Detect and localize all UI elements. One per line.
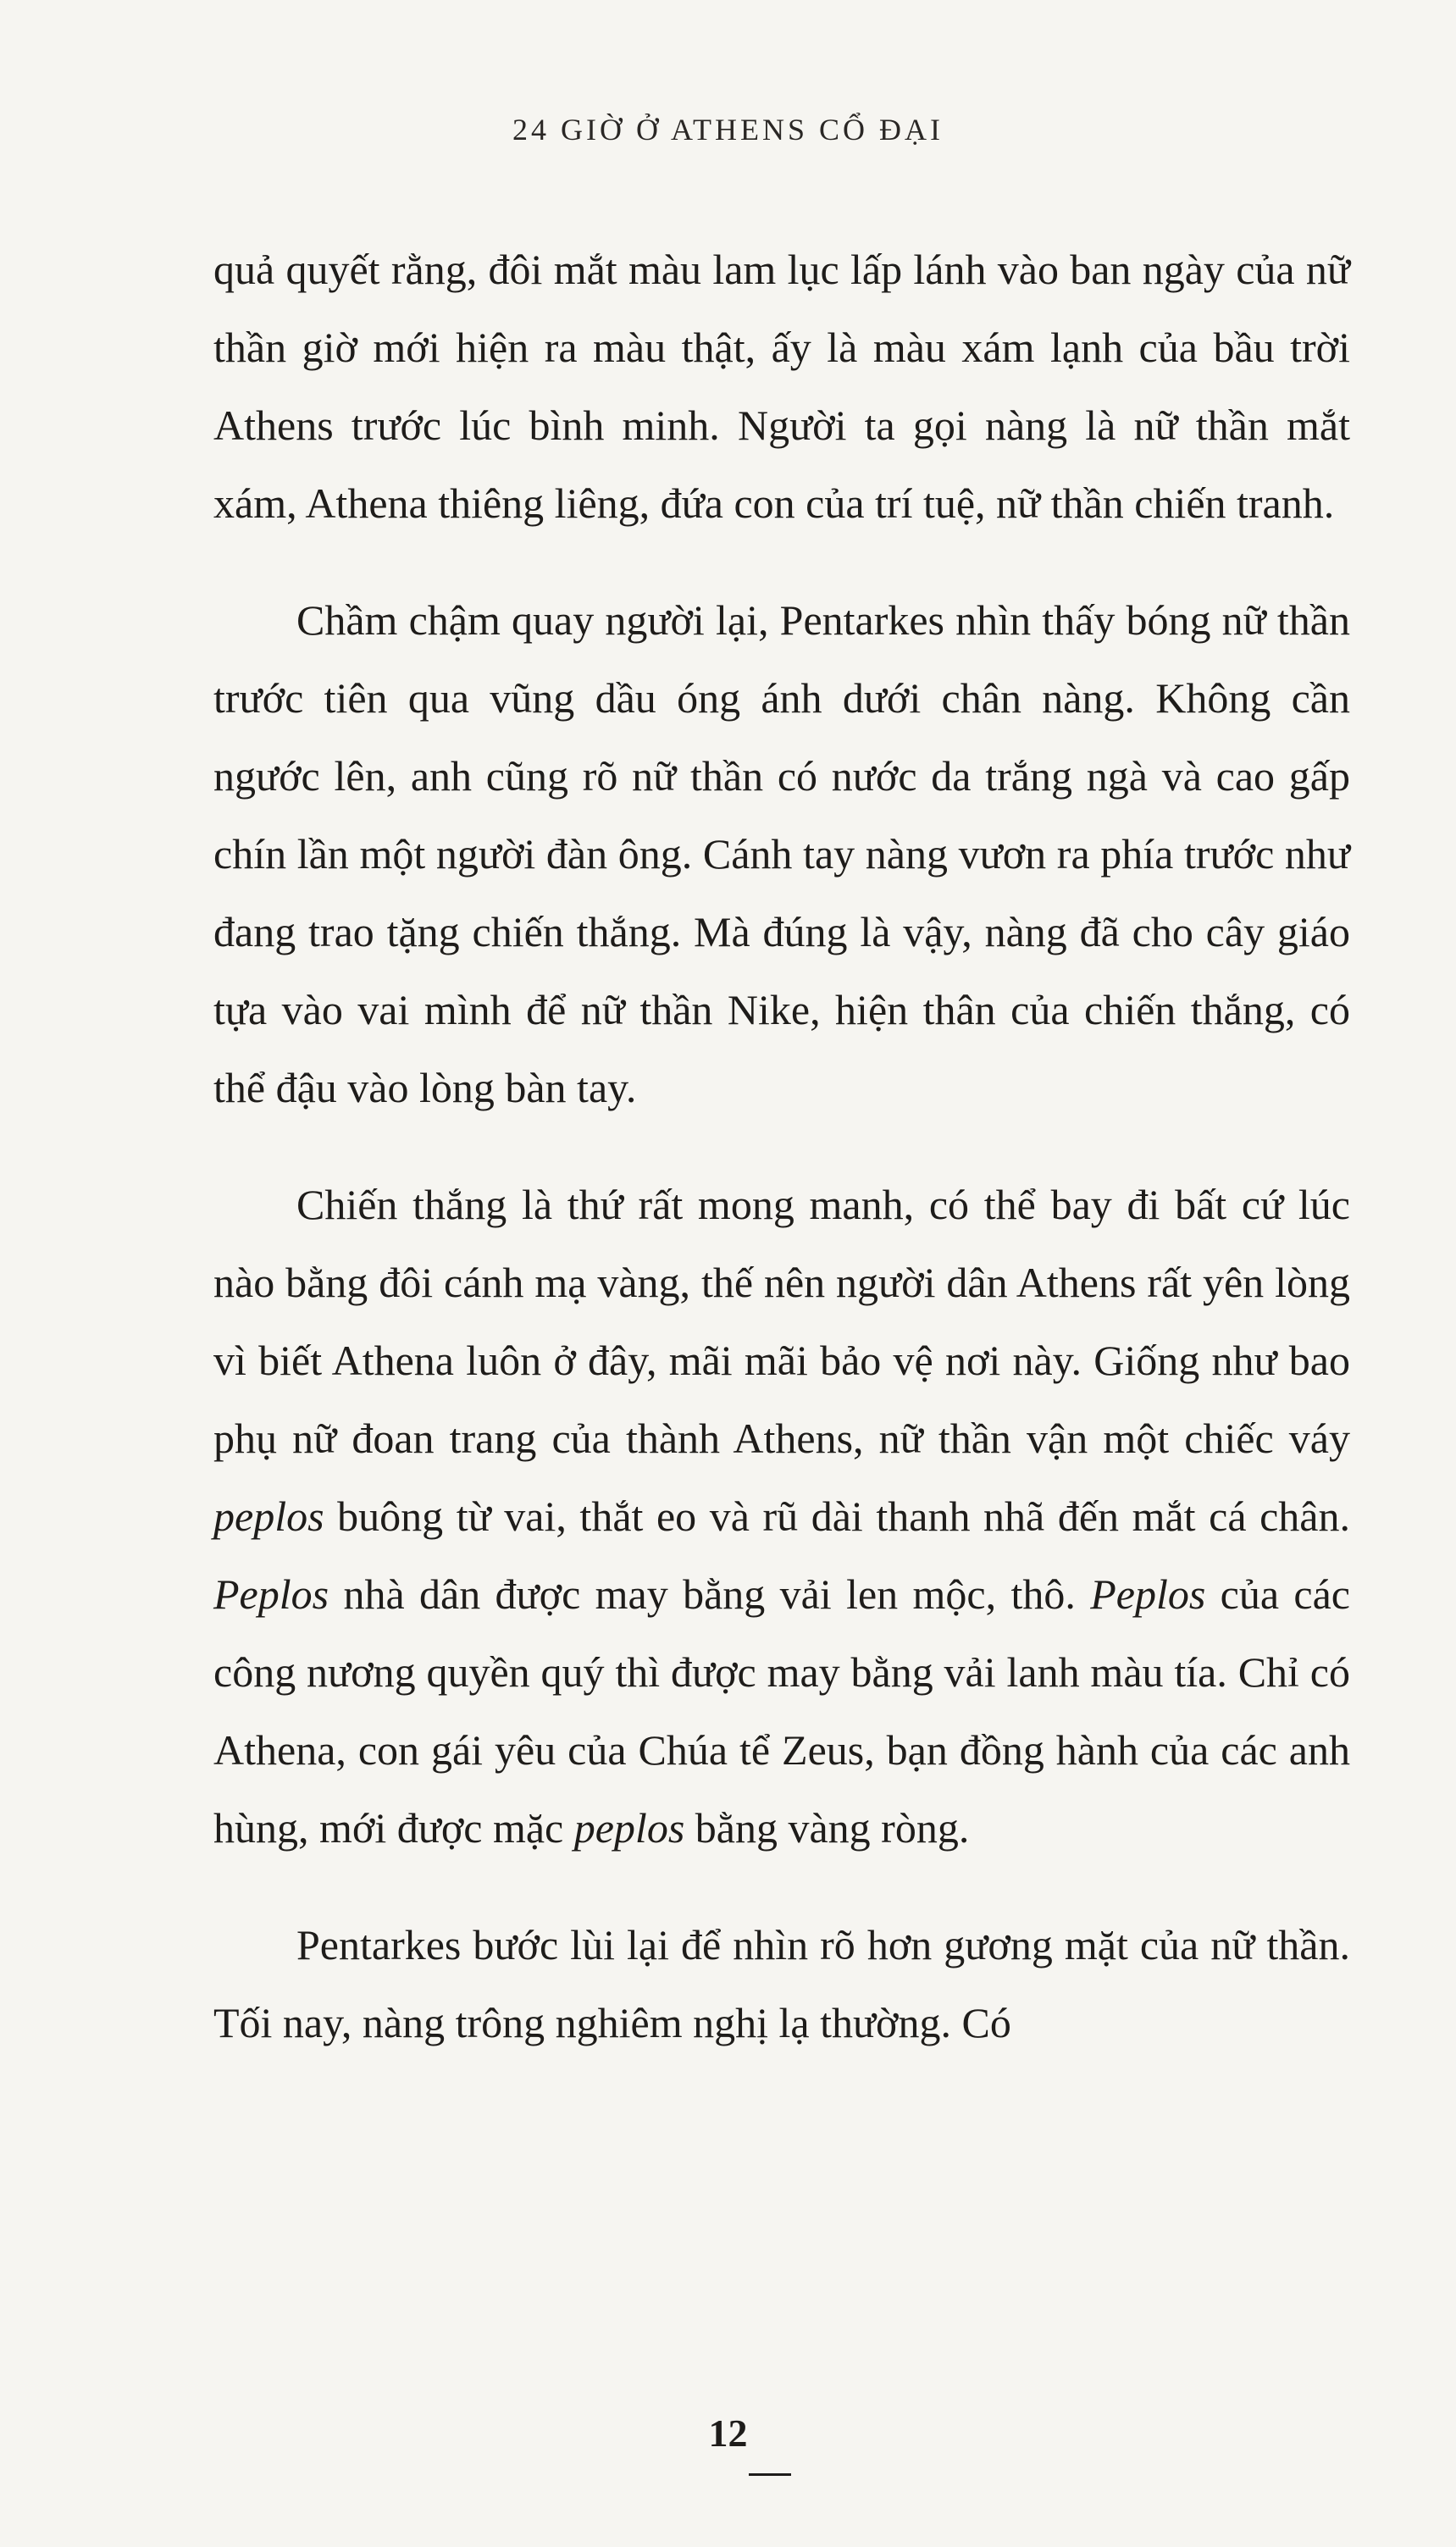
body-text (213, 230, 1350, 2101)
paragraph (213, 230, 1350, 542)
italic-term: Peplos (1090, 1570, 1206, 1618)
text-segment: buông từ vai, thắt eo và rũ dài thanh nhã đến mắt cá chân. (324, 1492, 1350, 1540)
page-number: 12 (708, 2411, 748, 2455)
italic-term: peplos (573, 1804, 685, 1852)
running-header: 24 GIỜ Ở ATHENS CỔ ĐẠI (512, 113, 944, 147)
paragraph (213, 581, 1350, 1127)
paragraph (213, 1906, 1350, 2062)
text-segment: nhà dân được may bằng vải len mộc, thô. (329, 1570, 1091, 1618)
text-segment: bằng vàng ròng. (684, 1804, 970, 1852)
text-segment: Chiến thắng là thứ rất mong manh, có thể bay đi bất cứ lúc nào bằng đôi cánh mạ vàng, thế nên người dân Athens rất yên lòng vì biết Athena luôn ở đây, mãi mãi bảo vệ nơi này. Giống như bao phụ nữ đoan trang của thành Athens, nữ thần vận một chiếc váy (213, 1181, 1350, 1462)
paragraph (213, 1166, 1350, 1867)
italic-term: peplos (213, 1492, 324, 1540)
text-segment: quả quyết rằng, đôi mắt màu lam lục lấp lánh vào ban ngày của nữ thần giờ mới hiện ra màu thật, ấy là màu xám lạnh của bầu trời Athens trước lúc bình minh. Người ta gọi nàng là nữ thần mắt xám, Athena thiêng liêng, đứa con của trí tuệ, nữ thần chiến tranh. (213, 246, 1350, 527)
text-segment: Pentarkes bước lùi lại để nhìn rõ hơn gương mặt của nữ thần. Tối nay, nàng trông nghiêm nghị lạ thường. Có (213, 1921, 1350, 2046)
italic-term: Peplos (213, 1570, 329, 1618)
text-segment: Chầm chậm quay người lại, Pentarkes nhìn thấy bóng nữ thần trước tiên qua vũng dầu óng ánh dưới chân nàng. Không cần ngước lên, anh cũng rõ nữ thần có nước da trắng ngà và cao gấp chín lần một người đàn ông. Cánh tay nàng vươn ra phía trước như đang trao tặng chiến thắng. Mà đúng là vậy, nàng đã cho cây giáo tựa vào vai mình để nữ thần Nike, hiện thân của chiến thắng, có thể đậu vào lòng bàn tay. (213, 596, 1350, 1111)
text-segment: của các công nương quyền quý thì được may bằng vải lanh màu tía. Chỉ có Athena, con gái yêu của Chúa tể Zeus, bạn đồng hành của các anh hùng, mới được mặc (213, 1570, 1350, 1852)
page-number-underline (749, 2473, 791, 2476)
